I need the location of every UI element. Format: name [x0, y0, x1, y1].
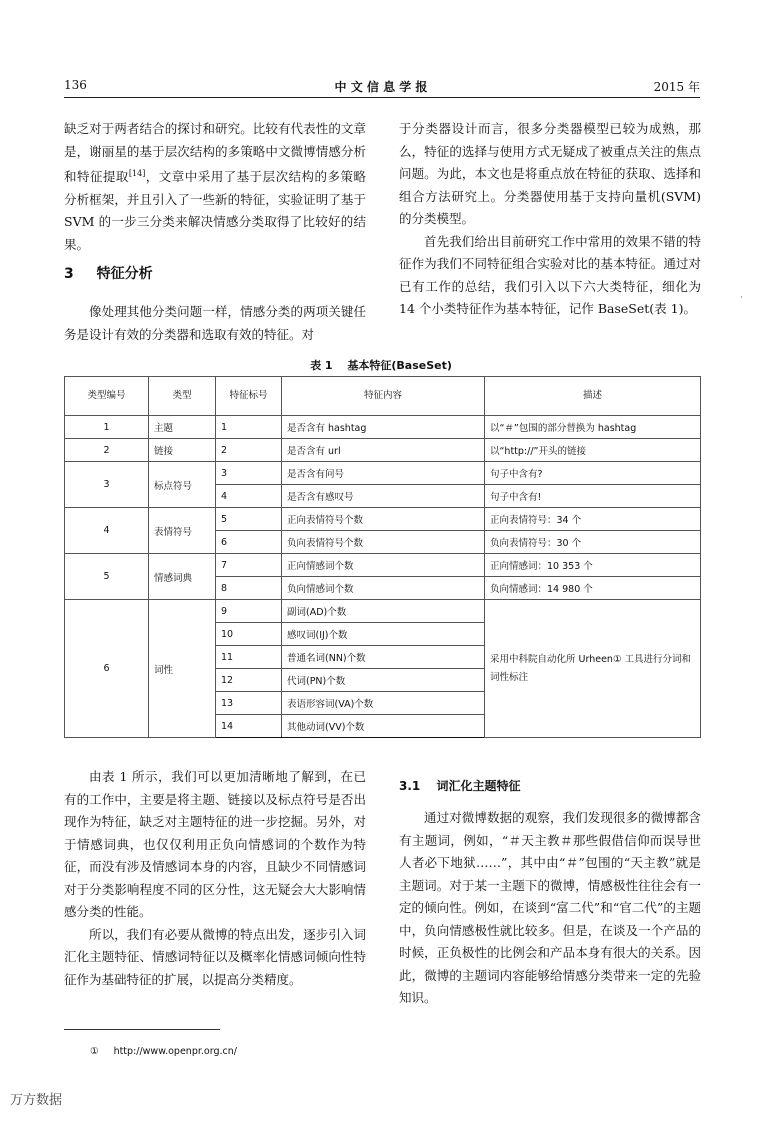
- table-header: 特征内容: [282, 377, 485, 416]
- paragraph: [64, 118, 366, 256]
- type-id: 5: [65, 554, 149, 600]
- paragraph: 通过对微博数据的观察，我们发现很多的微博都含有主题词，例如，“＃天主教＃那些假借信仰而误导世人者必下地狱……”，其中由“＃”包围的“天主教”就是主题词。对于某一主题下的微博，情感极性往往会有一定的倾向性。例如，在谈到“富二代”和“官二代”的主题中，负向情感极性就比较多。但是，在谈及一个产品的时候，正负极性的比例会和产品本身有很大的关系。因此，微博的主题词内容能够给情感分类带来一定的先验知识。: [399, 810, 701, 1005]
- feature-number: 2: [216, 439, 282, 462]
- feature-content: 是否含有 hashtag: [282, 416, 485, 439]
- footnote-rule: [64, 1029, 220, 1030]
- type-id: 3: [65, 462, 149, 508]
- feature-number: 14: [216, 715, 282, 738]
- table-header: 类型编号: [65, 377, 149, 416]
- feature-content: 负向情感词个数: [282, 577, 485, 600]
- table-header: 描述: [485, 377, 701, 416]
- paragraph-text: ，文章中采用了基于层次结构的多策略分析框架，并且引入了一些新的特征，实验证明了基于 SVM 的一步三分类来解决情感分类取得了比较好的结果。: [64, 169, 366, 252]
- type-name: 主题: [149, 416, 216, 439]
- feature-content: 表语形容词(VA)个数: [282, 692, 485, 715]
- type-name: 表情符号: [149, 508, 216, 554]
- subsection-number: 3.1: [399, 779, 421, 793]
- paragraph-text: 缺乏对于两者结合的探讨和研究。比较有代表性的文章是，谢丽星的基于层次结构的多策略中文微博情感分析和特征提取: [64, 121, 366, 185]
- feature-description: 负向情感词：14 980 个: [485, 577, 701, 600]
- feature-number: 9: [216, 600, 282, 623]
- table-row: [65, 554, 701, 577]
- feature-description: 正向情感词：10 353 个: [485, 554, 701, 577]
- section-number: 3: [64, 266, 74, 282]
- feature-content: 其他动词(VV)个数: [282, 715, 485, 738]
- table-row: [65, 600, 701, 623]
- feature-number: 11: [216, 646, 282, 669]
- feature-content: 感叹词(IJ)个数: [282, 623, 485, 646]
- type-id: 6: [65, 600, 149, 738]
- header-rule: [64, 97, 700, 98]
- section-title: 特征分析: [96, 266, 153, 282]
- type-name: 情感词典: [149, 554, 216, 600]
- paragraph: 首先我们给出目前研究工作中常用的效果不错的特征作为我们不同特征组合实验对比的基本特征。通过对已有工作的总结，我们引入以下六大类特征，细化为 14 个小类特征作为基本特征，记作 BaseSet(表 1)。: [399, 233, 701, 316]
- left-column-top: [64, 118, 366, 256]
- feature-content: 正向情感词个数: [282, 554, 485, 577]
- features-table: [64, 376, 701, 738]
- feature-number: 12: [216, 669, 282, 692]
- subsection-heading: [399, 777, 520, 794]
- footnote-mark: ①: [90, 1046, 99, 1057]
- feature-number: 3: [216, 462, 282, 485]
- table-row: [65, 508, 701, 531]
- feature-content: 负向表情符号个数: [282, 531, 485, 554]
- type-id: 4: [65, 508, 149, 554]
- feature-description: 以“http://”开头的链接: [485, 439, 701, 462]
- paragraph: 由表 1 所示，我们可以更加清晰地了解到，在已有的工作中，主要是将主题、链接以及标点符号是否出现作为特征，缺乏对主题特征的进一步挖掘。另外，对于情感词典，也仅仅利用正负向情感词的个数作为特征，而没有涉及情感词本身的内容，且缺少不同情感词对于分类影响程度不同的区分性，这无疑会大大影响情感分类的性能。: [64, 769, 366, 919]
- section-heading: [64, 263, 153, 283]
- table-header: 特征标号: [216, 377, 282, 416]
- feature-number: 6: [216, 531, 282, 554]
- type-name: 标点符号: [149, 462, 216, 508]
- feature-description: 以“＃”包围的部分替换为 hashtag: [485, 416, 701, 439]
- type-id: 1: [65, 416, 149, 439]
- feature-description: 负向表情符号：30 个: [485, 531, 701, 554]
- year: 2015 年: [653, 80, 700, 94]
- feature-content: 副词(AD)个数: [282, 600, 485, 623]
- table-row: [65, 416, 701, 439]
- feature-content: 是否含有 url: [282, 439, 485, 462]
- feature-number: 5: [216, 508, 282, 531]
- citation: [14]: [128, 169, 146, 178]
- paragraph: 所以，我们有必要从微博的特点出发，逐步引入词汇化主题特征、情感词特征以及概率化情感词倾向性特征作为基础特征的扩展，以提高分类精度。: [64, 926, 366, 987]
- table-row: [65, 462, 701, 485]
- feature-description: 句子中含有?: [485, 462, 701, 485]
- feature-description: 采用中科院自动化所 Urheen① 工具进行分词和词性标注: [485, 600, 701, 738]
- feature-content: 代词(PN)个数: [282, 669, 485, 692]
- journal-title: 中 文 信 息 学 报: [334, 80, 428, 94]
- feature-description: 正向表情符号：34 个: [485, 508, 701, 531]
- paragraph: 于分类器设计而言，很多分类器模型已较为成熟，那么，特征的选择与使用方式无疑成了被重点关注的焦点问题。为此，本文也是将重点放在特征的获取、选择和组合方法研究上。分类器使用基于支持向量机(SVM)的分类模型。: [399, 121, 701, 226]
- feature-number: 7: [216, 554, 282, 577]
- paragraph: 像处理其他分类问题一样，情感分类的两项关键任务是设计有效的分类器和选取有效的特征。对: [64, 304, 366, 342]
- right-column-top: [399, 118, 701, 321]
- type-name: 链接: [149, 439, 216, 462]
- table-header: 类型: [149, 377, 216, 416]
- feature-content: 正向表情符号个数: [282, 508, 485, 531]
- type-name: 词性: [149, 600, 216, 738]
- margin-mark: ·: [740, 293, 743, 303]
- table-header-row: [65, 377, 701, 416]
- left-column-bottom: [64, 766, 366, 991]
- feature-number: 4: [216, 485, 282, 508]
- page-number: 136: [64, 78, 87, 92]
- feature-number: 10: [216, 623, 282, 646]
- right-column-bottom: [399, 807, 701, 1010]
- table-caption: 表 1 基本特征(BaseSet): [310, 359, 452, 372]
- feature-content: 普通名词(NN)个数: [282, 646, 485, 669]
- footnote: [90, 1046, 237, 1057]
- feature-description: 句子中含有!: [485, 485, 701, 508]
- table-row: [65, 439, 701, 462]
- footnote-link[interactable]: http://www.openpr.org.cn/: [113, 1046, 237, 1057]
- watermark: 万方数据: [10, 1093, 63, 1108]
- subsection-title: 词汇化主题特征: [436, 779, 521, 793]
- feature-number: 1: [216, 416, 282, 439]
- feature-number: 13: [216, 692, 282, 715]
- feature-content: 是否含有问号: [282, 462, 485, 485]
- type-id: 2: [65, 439, 149, 462]
- feature-number: 8: [216, 577, 282, 600]
- feature-content: 是否含有感叹号: [282, 485, 485, 508]
